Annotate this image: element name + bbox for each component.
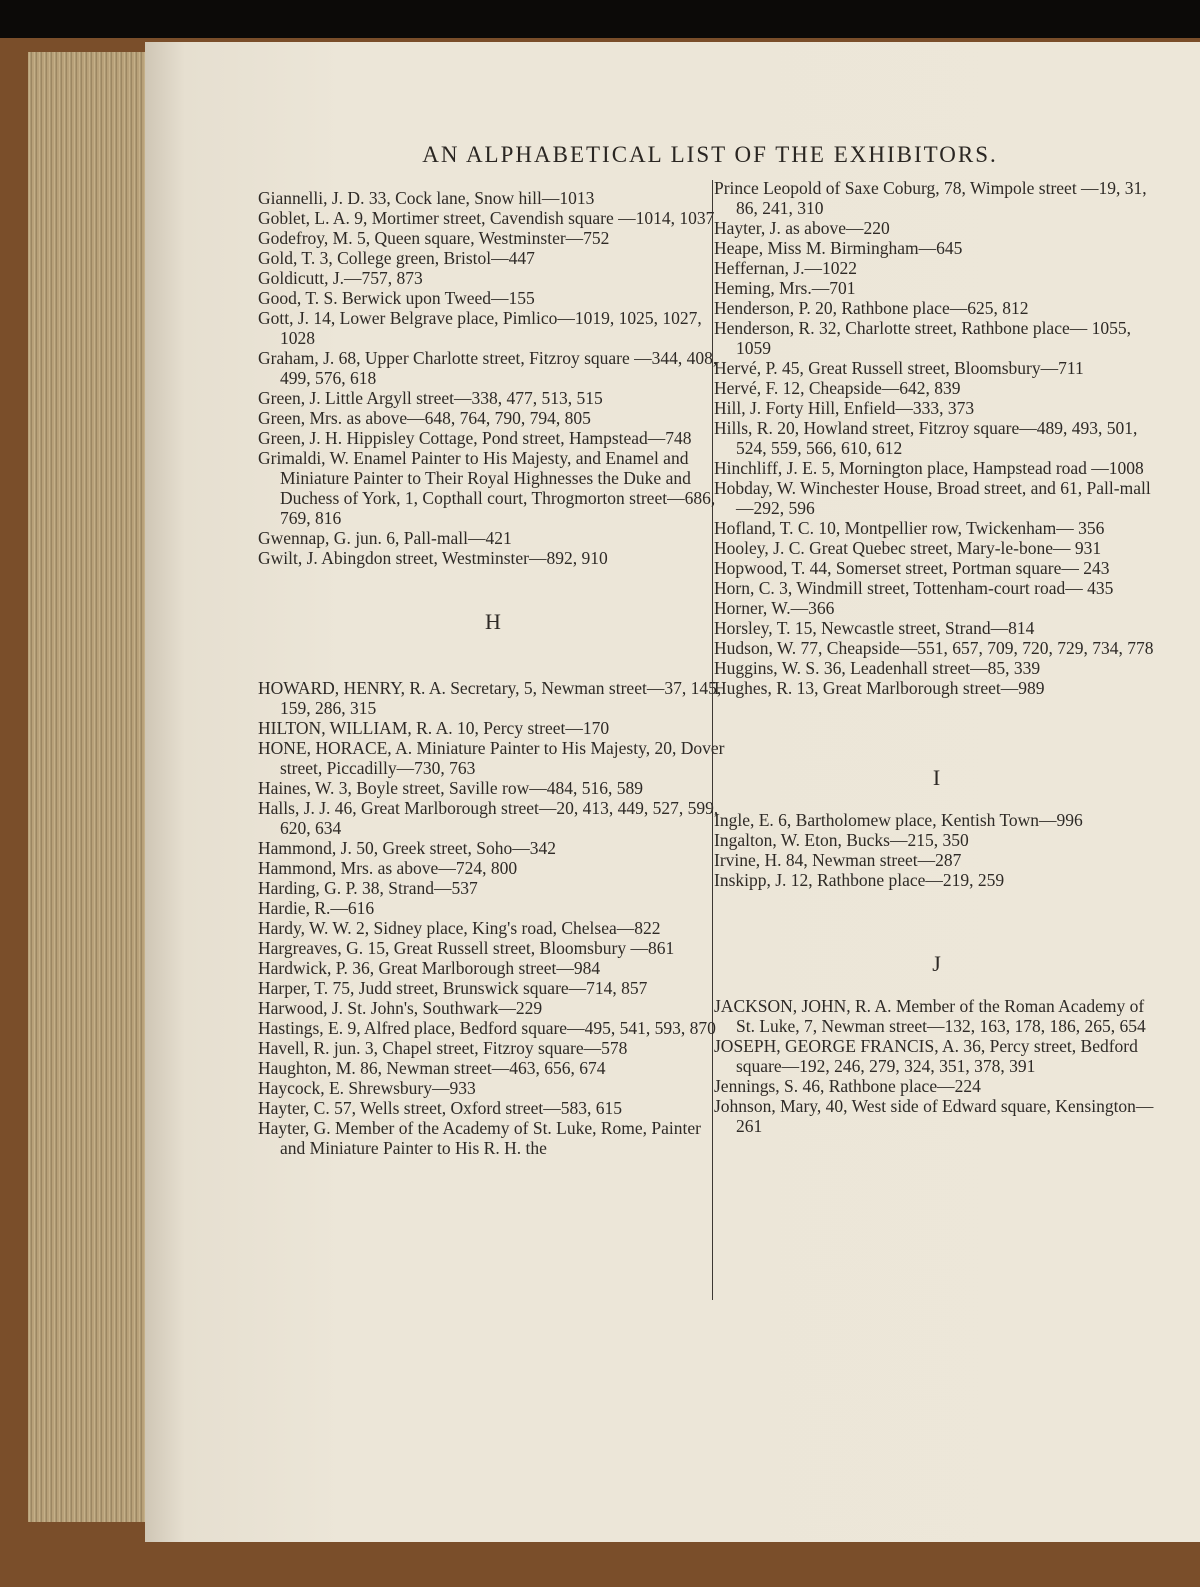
entries-h bbox=[258, 678, 728, 1158]
list-item: Green, Mrs. as above—648, 764, 790, 794, 805 bbox=[258, 408, 591, 428]
list-item: Hayter, C. 57, Wells street, Oxford street—583, 615 bbox=[258, 1098, 623, 1118]
list-item: Horner, W.—366 bbox=[714, 598, 835, 618]
list-item: Hardy, W. W. 2, Sidney place, King's road, Chelsea—822 bbox=[258, 918, 661, 938]
list-item: Hooley, J. C. Great Quebec street, Mary-le-bone— 931 bbox=[714, 538, 1102, 558]
list-item: Henderson, R. 32, Charlotte street, Rathbone place— 1055, 1059 bbox=[714, 318, 1131, 358]
list-item: Hughes, R. 13, Great Marlborough street—989 bbox=[714, 678, 1045, 698]
entries-j bbox=[714, 996, 1159, 1136]
list-item: Hardie, R.—616 bbox=[258, 898, 375, 918]
list-item: Havell, R. jun. 3, Chapel street, Fitzroy square—578 bbox=[258, 1038, 628, 1058]
list-item: Hudson, W. 77, Cheapside—551, 657, 709, 720, 729, 734, 778 bbox=[714, 638, 1154, 658]
list-item: Harper, T. 75, Judd street, Brunswick square—714, 857 bbox=[258, 978, 648, 998]
list-item: Good, T. S. Berwick upon Tweed—155 bbox=[258, 288, 535, 308]
list-item: HONE, HORACE, A. Miniature Painter to His Majesty, 20, Dover street, Piccadilly—730, 763 bbox=[258, 738, 725, 778]
page-edge bbox=[28, 52, 158, 1522]
list-item: Giannelli, J. D. 33, Cock lane, Snow hill—1013 bbox=[258, 188, 595, 208]
list-item: Hammond, Mrs. as above—724, 800 bbox=[258, 858, 518, 878]
list-item: Gott, J. 14, Lower Belgrave place, Pimlico—1019, 1025, 1027, 1028 bbox=[258, 308, 702, 348]
list-item: Haines, W. 3, Boyle street, Saville row—484, 516, 589 bbox=[258, 778, 643, 798]
list-item: Hervé, F. 12, Cheapside—642, 839 bbox=[714, 378, 961, 398]
list-item: Jennings, S. 46, Rathbone place—224 bbox=[714, 1076, 981, 1096]
list-item: Hayter, J. as above—220 bbox=[714, 218, 890, 238]
entries-h-continued bbox=[714, 178, 1159, 698]
list-item: HILTON, WILLIAM, R. A. 10, Percy street—170 bbox=[258, 718, 610, 738]
right-column bbox=[714, 178, 1159, 1136]
list-item: Johnson, Mary, 40, West side of Edward square, Kensington—261 bbox=[714, 1096, 1154, 1136]
list-item: Inskipp, J. 12, Rathbone place—219, 259 bbox=[714, 870, 1005, 890]
list-item: Goblet, L. A. 9, Mortimer street, Cavendish square —1014, 1037 bbox=[258, 208, 715, 228]
list-item: Heming, Mrs.—701 bbox=[714, 278, 856, 298]
list-item: Horsley, T. 15, Newcastle street, Strand—814 bbox=[714, 618, 1035, 638]
list-item: Gwilt, J. Abingdon street, Westminster—892, 910 bbox=[258, 548, 608, 568]
list-item: JACKSON, JOHN, R. A. Member of the Roman Academy of St. Luke, 7, Newman street—132, 163, 178, 186, 265, 654 bbox=[714, 996, 1146, 1036]
left-column bbox=[258, 188, 728, 1158]
list-item: Hinchliff, J. E. 5, Mornington place, Hampstead road —1008 bbox=[714, 458, 1144, 478]
list-item: Heffernan, J.—1022 bbox=[714, 258, 858, 278]
list-item: Godefroy, M. 5, Queen square, Westminster—752 bbox=[258, 228, 610, 248]
entries-g bbox=[258, 188, 728, 568]
list-item: Hastings, E. 9, Alfred place, Bedford square—495, 541, 593, 870 bbox=[258, 1018, 716, 1038]
list-item: Graham, J. 68, Upper Charlotte street, Fitzroy square —344, 408, 499, 576, 618 bbox=[258, 348, 718, 388]
list-item: Horn, C. 3, Windmill street, Tottenham-court road— 435 bbox=[714, 578, 1114, 598]
list-item: Hardwick, P. 36, Great Marlborough street—984 bbox=[258, 958, 601, 978]
list-item: Haughton, M. 86, Newman street—463, 656, 674 bbox=[258, 1058, 606, 1078]
list-item: Harding, G. P. 38, Strand—537 bbox=[258, 878, 478, 898]
list-item: Hofland, T. C. 10, Montpellier row, Twickenham— 356 bbox=[714, 518, 1105, 538]
list-item: Goldicutt, J.—757, 873 bbox=[258, 268, 423, 288]
list-item: Haycock, E. Shrewsbury—933 bbox=[258, 1078, 476, 1098]
list-item: Huggins, W. S. 36, Leadenhall street—85, 339 bbox=[714, 658, 1041, 678]
entries-i bbox=[714, 810, 1159, 890]
list-item: HOWARD, HENRY, R. A. Secretary, 5, Newman street—37, 145, 159, 286, 315 bbox=[258, 678, 722, 718]
list-item: Green, J. Little Argyll street—338, 477, 513, 515 bbox=[258, 388, 603, 408]
list-item: Hobday, W. Winchester House, Broad street, and 61, Pall-mall—292, 596 bbox=[714, 478, 1151, 518]
list-item: Gwennap, G. jun. 6, Pall-mall—421 bbox=[258, 528, 512, 548]
list-item: Heape, Miss M. Birmingham—645 bbox=[714, 238, 963, 258]
list-item: Prince Leopold of Saxe Coburg, 78, Wimpole street —19, 31, 86, 241, 310 bbox=[714, 178, 1147, 218]
list-item: Green, J. H. Hippisley Cottage, Pond street, Hampstead—748 bbox=[258, 428, 692, 448]
list-item: Ingalton, W. Eton, Bucks—215, 350 bbox=[714, 830, 969, 850]
list-item: JOSEPH, GEORGE FRANCIS, A. 36, Percy street, Bedford square—192, 246, 279, 324, 351, 378, 391 bbox=[714, 1036, 1138, 1076]
list-item: Hopwood, T. 44, Somerset street, Portman square— 243 bbox=[714, 558, 1110, 578]
list-item: Hammond, J. 50, Greek street, Soho—342 bbox=[258, 838, 556, 858]
list-item: Grimaldi, W. Enamel Painter to His Majesty, and Enamel and Miniature Painter to Their Royal Highnesses the Duke and Duchess of York, 1, Copthall court, Throgmorton street—686, 769, 816 bbox=[258, 448, 716, 528]
list-item: Ingle, E. 6, Bartholomew place, Kentish Town—996 bbox=[714, 810, 1083, 830]
list-item: Halls, J. J. 46, Great Marlborough street—20, 413, 449, 527, 599, 620, 634 bbox=[258, 798, 719, 838]
section-heading-h: H bbox=[485, 609, 501, 634]
section-heading-i: I bbox=[932, 765, 941, 790]
section-heading-j: J bbox=[932, 951, 941, 976]
list-item: Hayter, G. Member of the Academy of St. Luke, Rome, Painter and Miniature Painter to His R. H. the bbox=[258, 1118, 702, 1158]
list-item: Hargreaves, G. 15, Great Russell street, Bloomsbury —861 bbox=[258, 938, 675, 958]
list-item: Hills, R. 20, Howland street, Fitzroy square—489, 493, 501, 524, 559, 566, 610, 612 bbox=[714, 418, 1138, 458]
list-item: Hill, J. Forty Hill, Enfield—333, 373 bbox=[714, 398, 975, 418]
list-item: Harwood, J. St. John's, Southwark—229 bbox=[258, 998, 543, 1018]
list-item: Irvine, H. 84, Newman street—287 bbox=[714, 850, 962, 870]
list-item: Henderson, P. 20, Rathbone place—625, 812 bbox=[714, 298, 1029, 318]
list-item: Hervé, P. 45, Great Russell street, Bloomsbury—711 bbox=[714, 358, 1084, 378]
list-item: Gold, T. 3, College green, Bristol—447 bbox=[258, 248, 535, 268]
page-title: AN ALPHABETICAL LIST OF THE EXHIBITORS. bbox=[422, 142, 998, 167]
